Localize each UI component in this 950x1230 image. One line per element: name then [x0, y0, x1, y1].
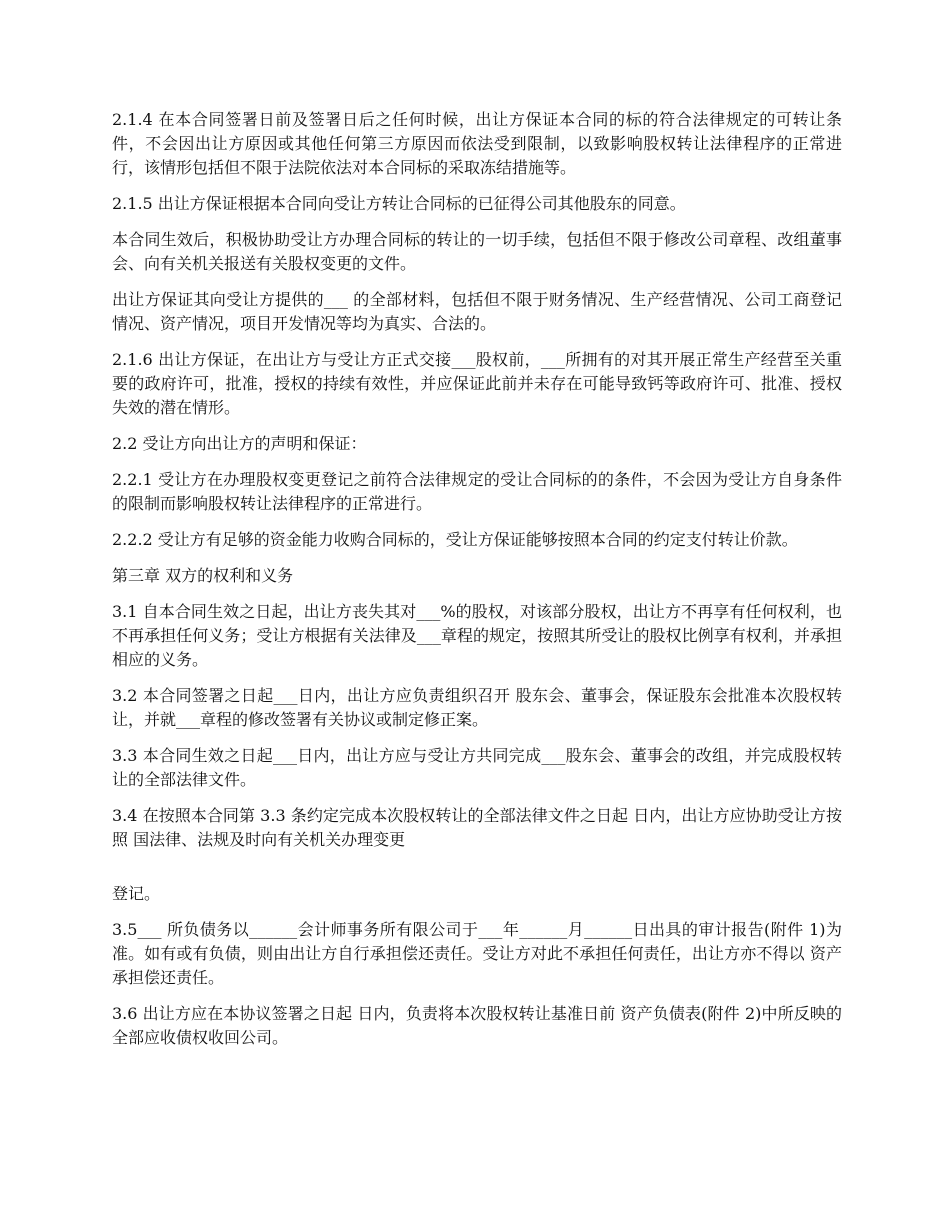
clause-2-2-2: 2.2.2 受让方有足够的资金能力收购合同标的，受让方保证能够按照本合同的约定支付转让价款。 — [112, 530, 798, 549]
clause-3-6: 3.6 出让方应在本协议签署之日起 日内，负责将本次股权转让基准日前 资产负债表(附件 2)中所反映的全部应收债权收回公司。 — [112, 1004, 842, 1047]
clause-2-1-5: 2.1.5 出让方保证根据本合同向受让方转让合同标的已征得公司其他股东的同意。 — [112, 194, 686, 213]
clause-3-4-continuation: 登记。 — [112, 884, 161, 903]
clause-3-2: 3.2 本合同签署之日起___日内，出让方应负责组织召开 股东会、董事会，保证股东会批准本次股权转让，并就___章程的修改签署有关协议或制定修正案。 — [112, 686, 842, 729]
document-body — [112, 108, 842, 1062]
clause-2-1-4: 2.1.4 在本合同签署日前及签署日后之任何时候，出让方保证本合同的标的符合法律规定的可转让条件，不会因出让方原因或其他任何第三方原因而依法受到限制，以致影响股权转让法律程序的正常进行，该情形包括但不限于法院依法对本合同标的采取冻结措施等。 — [112, 110, 842, 177]
clause-2-1-6: 2.1.6 出让方保证，在出让方与受让方正式交接___股权前，___所拥有的对其开展正常生产经营至关重要的政府许可，批准，授权的持续有效性，并应保证此前并未存在可能导致钙等政府许可、批准、授权失效的潜在情形。 — [112, 350, 842, 417]
clause-3-4: 3.4 在按照本合同第 3.3 条约定完成本次股权转让的全部法律文件之日起 日内，出让方应协助受让方按照 国法律、法规及时向有关机关办理变更 — [112, 806, 842, 849]
paragraph-assist-transfer: 本合同生效后，积极协助受让方办理合同标的转让的一切手续，包括但不限于修改公司章程、改组董事会、向有关机关报送有关股权变更的文件。 — [112, 230, 842, 273]
chapter-3-heading: 第三章 双方的权利和义务 — [112, 566, 294, 585]
clause-3-5: 3.5___ 所负债务以______会计师事务所有限公司于___年______月______日出具的审计报告(附件 1)为准。如有或有负债，则由出让方自行承担偿还责任。受让方对此不承担任何责任，出让方亦不得以 资产承担偿还责任。 — [112, 920, 842, 987]
clause-2-2-1: 2.2.1 受让方在办理股权变更登记之前符合法律规定的受让合同标的的条件，不会因为受让方自身条件的限制而影响股权转让法律程序的正常进行。 — [112, 470, 842, 513]
clause-2-2-heading: 2.2 受让方向出让方的声明和保证： — [112, 434, 367, 453]
clause-3-1: 3.1 自本合同生效之日起，出让方丧失其对___%的股权，对该部分股权，出让方不再享有任何权利，也不再承担任何义务；受让方根据有关法律及___章程的规定，按照其所受让的股权比例享有权利，并承担相应的义务。 — [112, 602, 842, 669]
paragraph-materials-guarantee: 出让方保证其向受让方提供的___ 的全部材料，包括但不限于财务情况、生产经营情况、公司工商登记情况、资产情况，项目开发情况等均为真实、合法的。 — [112, 290, 842, 333]
clause-3-3: 3.3 本合同生效之日起___日内，出让方应与受让方共同完成___股东会、董事会的改组，并完成股权转让的全部法律文件。 — [112, 746, 842, 789]
